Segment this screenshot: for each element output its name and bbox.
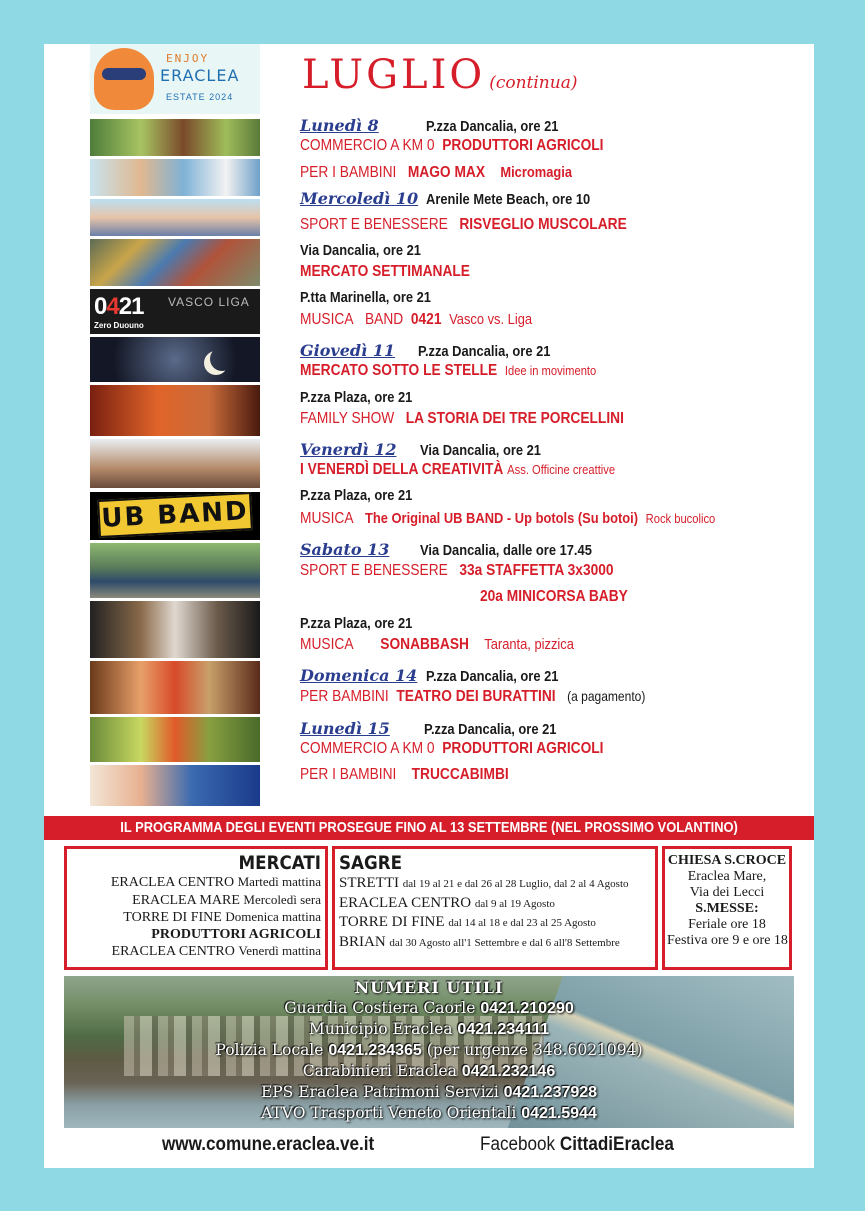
event-category: MUSICA [300,636,354,653]
mercati-title: MERCATI [238,852,321,874]
photo-produce-market [90,714,260,762]
event-place-line [300,389,431,407]
band-0421-logo: 0421 [94,293,144,320]
enjoy-eraclea-logo [90,44,260,114]
photo-face-painting [90,762,260,806]
event-line [300,688,702,706]
event-place: P.zza Plaza, ore 21 [300,487,413,504]
event-day-header [300,440,561,460]
event-place: P.zza Dancalia, ore 21 [418,343,551,360]
logo-sunglasses [102,68,146,80]
event-day: Sabato 13 [300,540,390,559]
event-place: P.zza Dancalia, ore 21 [426,118,559,135]
event-note: Vasco vs. Liga [449,311,533,328]
photo-family-show [90,382,260,436]
sagre-line: TORRE DI FINE dal 14 al 18 e dal 23 al 25 Agosto [339,914,596,930]
event-line [300,461,666,479]
band-zero-duouno-label: Zero Duouno [94,321,144,330]
photo-weekly-market [90,236,260,286]
website-link[interactable]: www.comune.eraclea.ve.it [162,1134,375,1155]
photo-ub-band [90,488,260,540]
event-title: I VENERDÌ DELLA CREATIVITÀ [300,461,504,478]
event-day: Domenica 14 [300,666,418,685]
event-day-header [300,666,580,686]
sagre-line: STRETTI dal 19 al 21 e dal 26 al 28 Luglio, dal 2 al 4 Agosto [339,875,629,891]
mercati-line: TORRE DI FINE Domenica mattina [123,909,321,925]
event-line [300,740,653,758]
event-day-header [300,116,580,136]
band-vasco-liga-label: VASCO LIGA [168,295,250,309]
event-place-line [300,615,431,633]
event-note: Ass. Officine creattive [507,462,616,477]
event-title: SONABBASH [380,636,469,653]
event-place: Via Dancalia, ore 21 [300,242,421,259]
facebook-link[interactable]: Facebook CittadiEraclea [480,1134,674,1155]
event-line [300,766,543,784]
event-title: PRODUTTORI AGRICOLI [442,137,604,154]
photo-relay-race [90,540,260,598]
event-place-line [300,242,441,260]
event-place: P.tta Marinella, ore 21 [300,289,431,306]
event-note: (a pagamento) [567,688,646,704]
logo-line-estate: ESTATE 2024 [166,92,234,102]
event-place: P.zza Dancalia, ore 21 [424,721,557,738]
event-category: MUSICA [300,311,354,328]
numeri-title: NUMERI UTILI [354,978,504,997]
chiesa-box [662,846,792,970]
event-category: COMMERCIO A KM 0 [300,740,435,757]
event-title: BAND [364,311,404,328]
photo-band-0421 [90,286,260,334]
event-line [300,263,498,281]
event-place: Via Dancalia, ore 21 [420,442,541,459]
flyer-page [44,44,814,1168]
month-header [302,52,577,98]
moon-icon [210,347,234,371]
mercati-line: ERACLEA MARE Mercoledì sera [132,891,321,908]
event-title: LA STORIA DEI TRE PORCELLINI [405,410,624,427]
sagre-title: SAGRE [339,852,403,874]
event-place: P.zza Plaza, ore 21 [300,389,413,406]
event-line [300,636,618,654]
thumbnail-column [90,44,260,806]
numeri-line: ATVO Trasporti Veneto Orientali 0421.5944 [261,1104,597,1122]
event-title: 20a MINICORSA BABY [480,588,628,605]
chiesa-weekday-mass: Feriale ore 18 [688,917,766,932]
event-place: P.zza Plaza, ore 21 [300,615,413,632]
chiesa-location: Eraclea Mare, [687,869,767,884]
event-note: Idee in movimento [504,363,597,378]
numeri-line: Guardia Costiera Caorle 0421.210290 [284,999,574,1017]
program-continues-banner: IL PROGRAMMA DEGLI EVENTI PROSEGUE FINO AL 13 SETTEMBRE (NEL PROSSIMO VOLANTINO) [44,816,814,840]
event-title: 33a STAFFETTA 3x3000 [459,562,614,579]
ub-band-logo: UB BAND [97,492,253,538]
event-day: Mercoledì 10 [300,189,419,208]
event-line [300,510,783,528]
event-day-header [300,540,620,560]
logo-line-eraclea: ERACLEA [160,66,240,85]
footer [44,1134,814,1158]
photo-magician [90,156,260,196]
event-title: TRUCCABIMBI [411,766,509,783]
event-line [300,311,570,329]
event-note: Micromagia [500,164,573,181]
event-title: PRODUTTORI AGRICOLI [442,740,604,757]
month-subtitle: (continua) [489,73,578,93]
event-place-line [300,289,452,307]
mercati-box [64,846,328,970]
event-place-line [300,487,431,505]
sagre-box [332,846,658,970]
event-place: Arenile Mete Beach, ore 10 [426,191,591,208]
event-title-band: 0421 [410,311,442,328]
event-day-header [300,341,572,361]
event-title: MERCATO SOTTO LE STELLE [300,362,498,379]
photo-beach-workout [90,196,260,236]
photo-night-sky [90,334,260,382]
event-line [300,410,677,428]
mercati-line: PRODUTTORI AGRICOLI [151,926,321,942]
mercati-line: ERACLEA CENTRO Martedì mattina [110,874,321,890]
event-category: COMMERCIO A KM 0 [300,137,435,154]
event-line [300,164,616,182]
event-day: Venerdì 12 [300,440,397,459]
chiesa-name: CHIESA S.CROCE [667,853,787,868]
sagre-line: BRIAN dal 30 Agosto all'1 Settembre e dal 6 all'8 Settembre [339,933,620,950]
logo-line-enjoy: ENJOY [166,52,210,65]
event-category: PER I BAMBINI [300,766,397,783]
event-title: MAGO MAX [407,164,486,181]
event-day: Giovedì 11 [300,341,395,360]
event-category: MUSICA [300,510,354,527]
photo-farmers-market [90,116,260,156]
event-category: PER BAMBINI [300,688,389,705]
event-day-header [300,719,578,739]
event-title: The Original UB BAND - Up botols (Su botoi) [364,510,639,527]
event-note: Rock bucolico [645,511,716,526]
event-title: MERCATO SETTIMANALE [300,263,470,280]
numeri-line: Carabinieri Eraclea 0421.232146 [302,1062,556,1080]
event-line [300,362,644,380]
event-title: TEATRO DEI BURATTINI [396,688,556,705]
event-title: RISVEGLIO MUSCOLARE [459,216,627,233]
event-category: SPORT E BENESSERE [300,562,448,579]
photo-sonabbash [90,598,260,658]
event-line [480,588,652,606]
event-category: FAMILY SHOW [300,410,395,427]
event-day-header [300,189,617,209]
event-category: PER I BAMBINI [300,164,397,181]
chiesa-holiday-mass: Festiva ore 9 e ore 18 [667,933,788,948]
numeri-line: EPS Eraclea Patrimoni Servizi 0421.237928 [260,1083,598,1101]
photo-puppet-theatre [90,658,260,714]
numeri-line: Polizia Locale 0421.234365 (per urgenze 348.6021094) [215,1041,643,1059]
numeri-line: Municipio Eraclea 0421.234111 [308,1020,550,1038]
chiesa-masses-label: S.MESSE: [695,901,759,916]
numeri-utili-panel [64,976,794,1128]
event-day: Lunedì 8 [300,116,379,135]
mercati-line: ERACLEA CENTRO Venerdì mattina [111,943,321,959]
event-day: Lunedì 15 [300,719,390,738]
event-place: Via Dancalia, dalle ore 17.45 [420,542,592,559]
chiesa-street: Via dei Lecci [689,885,765,900]
event-place: P.zza Dancalia, ore 21 [426,668,559,685]
sagre-line: ERACLEA CENTRO dal 9 al 19 Agosto [339,894,555,911]
event-line [300,216,680,234]
photo-creativity-market [90,436,260,488]
event-category: SPORT E BENESSERE [300,216,448,233]
event-line [300,137,653,155]
event-line [300,562,665,580]
month-title: LUGLIO [302,52,486,98]
event-note: Taranta, pizzica [484,636,574,653]
